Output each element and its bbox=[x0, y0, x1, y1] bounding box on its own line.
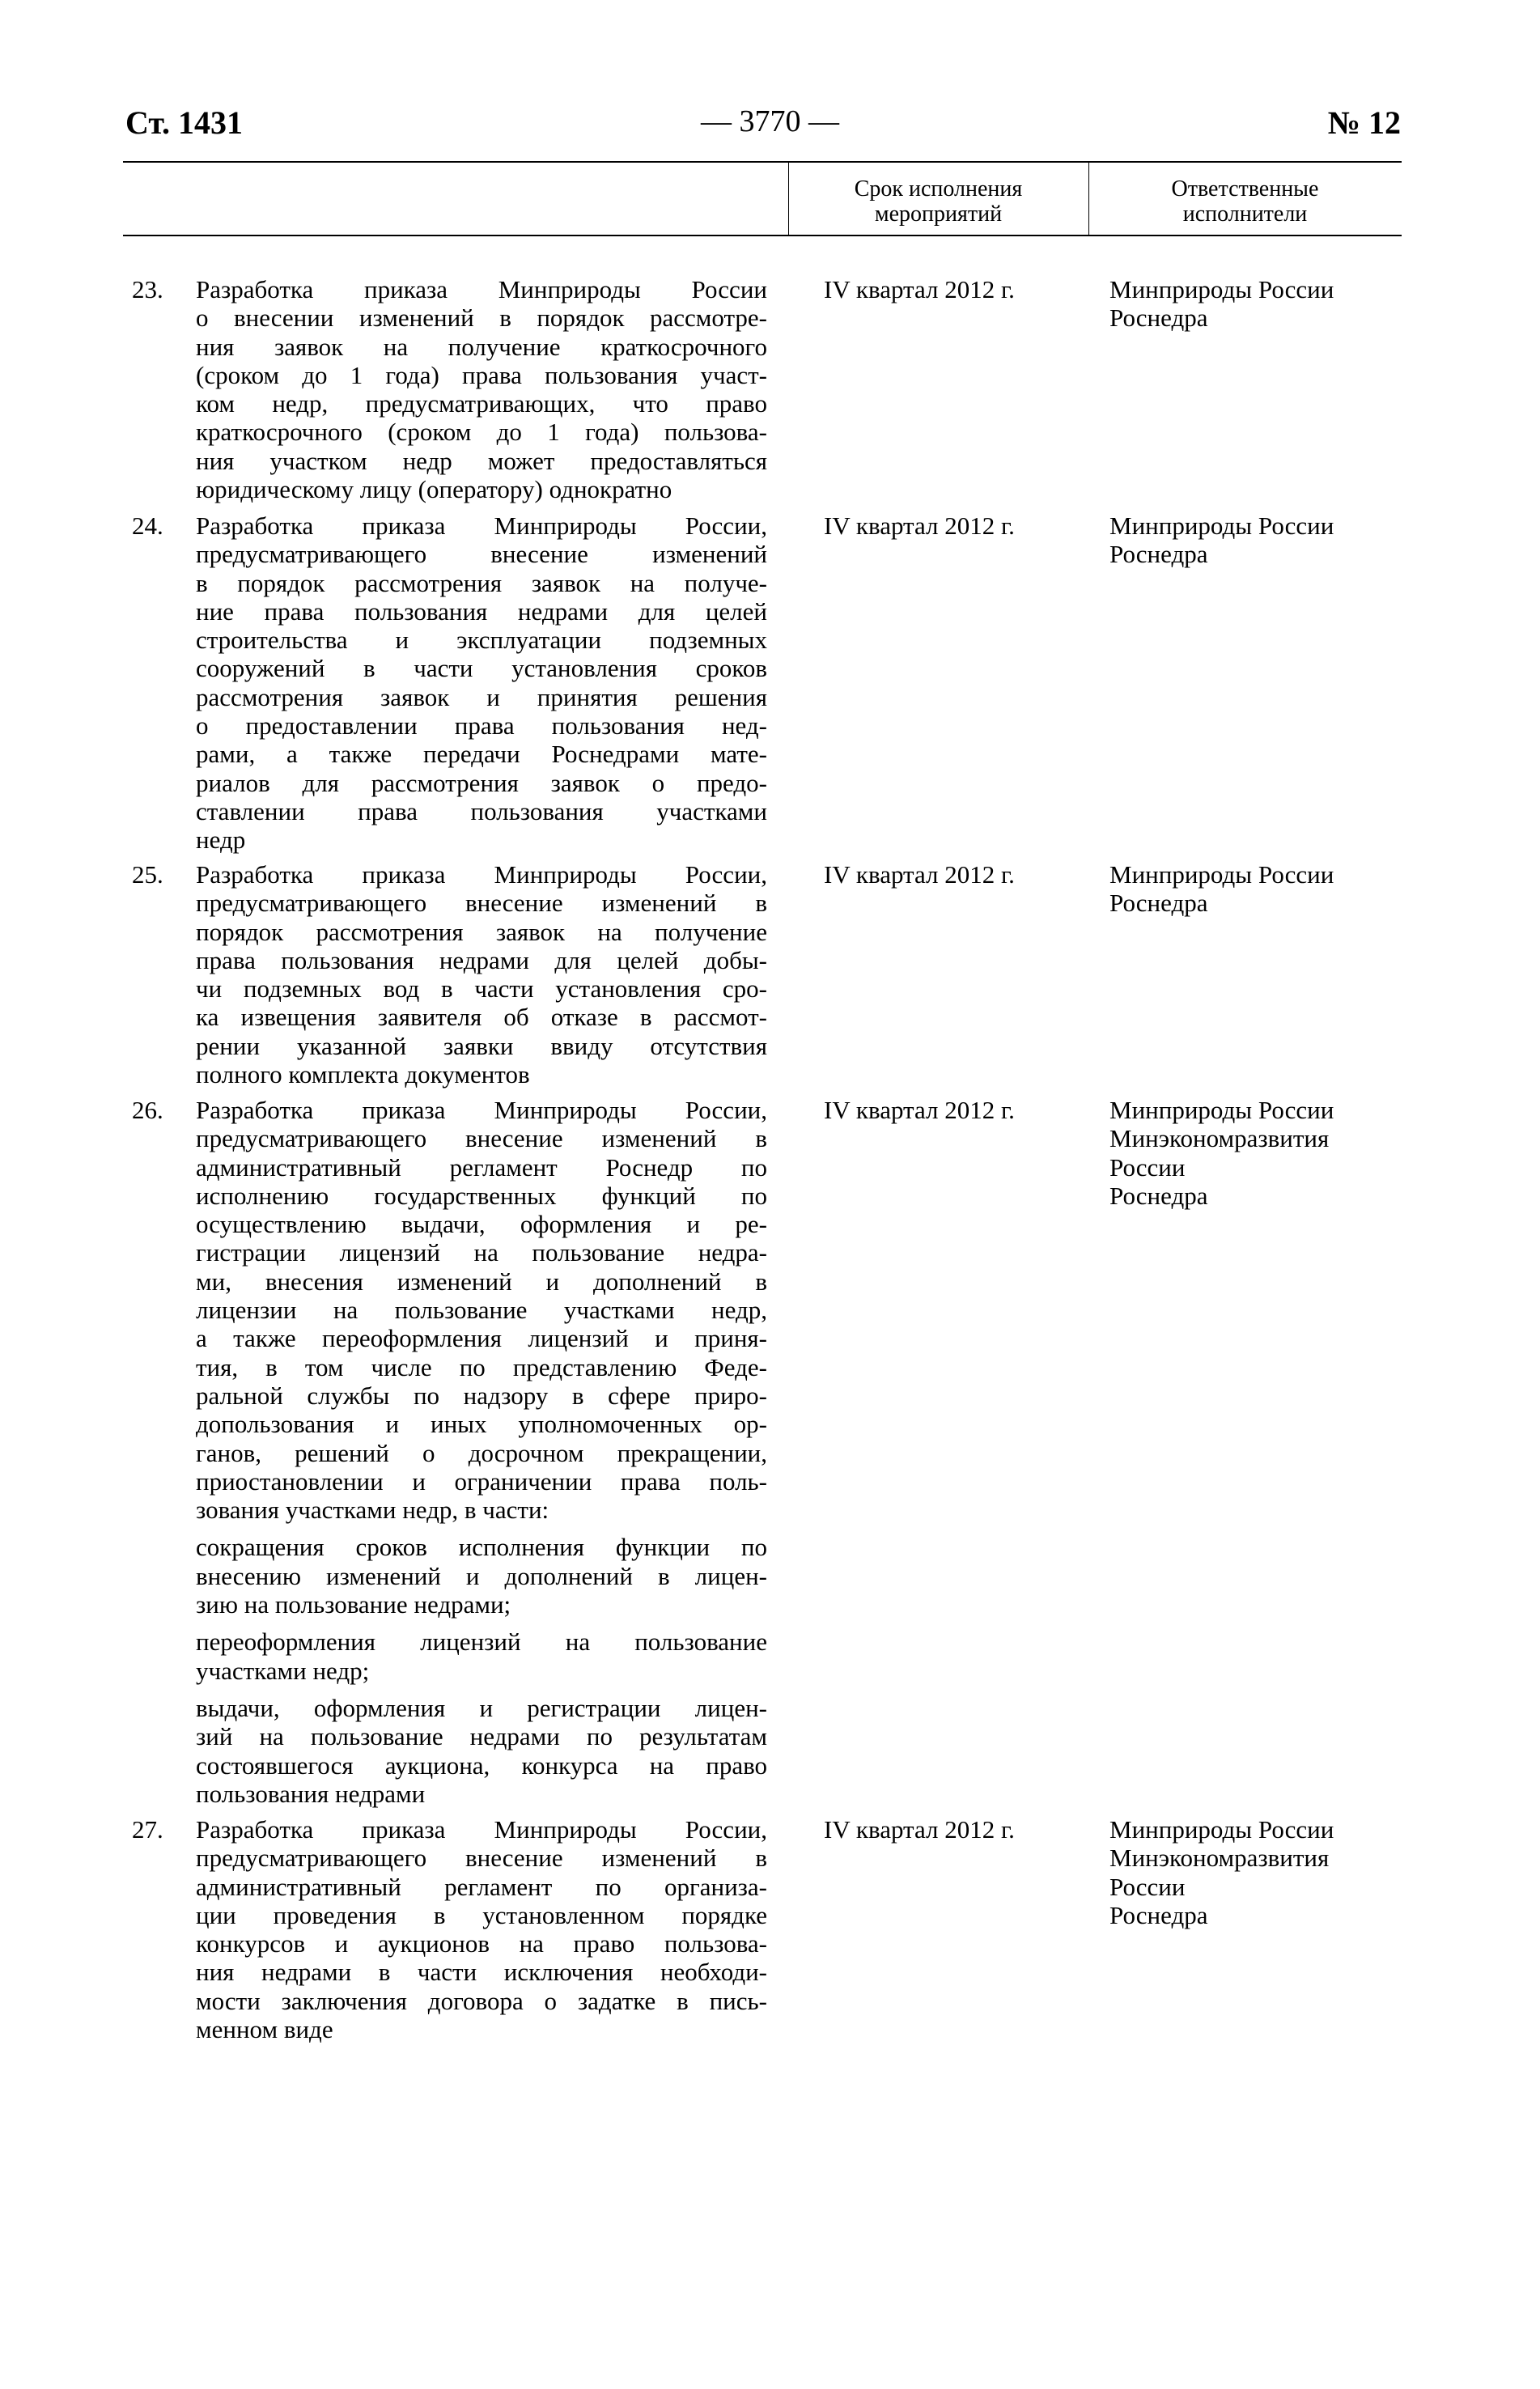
text-line: Разработка приказа Минприроды России, bbox=[196, 860, 767, 889]
text-line: пользования недрами bbox=[196, 1779, 426, 1808]
responsible-list bbox=[1109, 511, 1334, 569]
text-line: в порядок рассмотрения заявок на получе- bbox=[196, 568, 767, 597]
text-line: строительства и эксплуатации подземных bbox=[196, 626, 767, 655]
column-header-line: Ответственные bbox=[1171, 176, 1319, 202]
text-line: ния заявок на получение краткосрочного bbox=[196, 332, 767, 361]
description-paragraph bbox=[196, 1533, 767, 1619]
text-line: юридическому лицу (оператору) однократно bbox=[196, 475, 672, 504]
text-line: права пользования недрами для целей добы- bbox=[196, 945, 767, 974]
responsible-list bbox=[1109, 1096, 1334, 1210]
text-line: Разработка приказа Минприроды России, bbox=[196, 1815, 767, 1844]
item-number: 24. bbox=[132, 511, 163, 540]
text-line: ганов, решений о досрочном прекращении, bbox=[196, 1438, 767, 1467]
text-line: ния недрами в части исключения необходи- bbox=[196, 1958, 767, 1987]
text-line: участками недр; bbox=[196, 1656, 370, 1685]
text-line: переоформления лицензий на пользование bbox=[196, 1627, 767, 1657]
description-paragraph bbox=[196, 1627, 767, 1685]
text-line: менном виде bbox=[196, 2015, 333, 2044]
text-line: тия, в том числе по представлению Феде- bbox=[196, 1352, 767, 1381]
responsible-list bbox=[1109, 1815, 1334, 1929]
text-line: внесению изменений и дополнений в лицен- bbox=[196, 1561, 767, 1590]
item-number: 25. bbox=[132, 860, 163, 889]
column-header-line: мероприятий bbox=[874, 202, 1003, 227]
responsible-line: Минприроды России bbox=[1109, 1815, 1334, 1844]
responsible-line: Роснедра bbox=[1109, 303, 1208, 333]
text-line: зования участками недр, в части: bbox=[196, 1496, 549, 1525]
text-line: выдачи, оформления и регистрации лицен- bbox=[196, 1693, 767, 1722]
text-line: сокращения сроков исполнения функции по bbox=[196, 1533, 767, 1562]
text-line: приостановлении и ограничении права поль- bbox=[196, 1466, 767, 1496]
text-line: ставлении права пользования участками bbox=[196, 796, 767, 825]
text-line: лицензии на пользование участками недр, bbox=[196, 1296, 767, 1325]
text-line: ком недр, предусматривающих, что право bbox=[196, 389, 767, 418]
article-number: Ст. 1431 bbox=[125, 104, 243, 141]
table-header-rule bbox=[123, 235, 1402, 236]
deadline: IV квартал 2012 г. bbox=[824, 275, 1015, 303]
text-line: предусматривающего внесение изменений bbox=[196, 540, 767, 569]
text-line: ральной службы по надзору в сфере приро- bbox=[196, 1381, 767, 1410]
page-number: — 3770 — bbox=[701, 104, 839, 138]
text-line: административный регламент по организа- bbox=[196, 1872, 767, 1901]
text-line: мости заключения договора о задатке в пись- bbox=[196, 1986, 767, 2015]
description-paragraph bbox=[196, 860, 767, 1088]
item-number: 26. bbox=[132, 1096, 163, 1124]
responsible-line: Минприроды России bbox=[1109, 1096, 1334, 1124]
responsible-line: Минэкономразвития bbox=[1109, 1844, 1330, 1873]
item-description bbox=[196, 860, 767, 1088]
text-line: допользования и иных уполномоченных ор- bbox=[196, 1410, 767, 1439]
text-line: ние права пользования недрами для целей bbox=[196, 596, 767, 626]
column-header-line: Срок исполнения bbox=[854, 176, 1023, 202]
text-line: зию на пользование недрами; bbox=[196, 1590, 511, 1619]
deadline: IV квартал 2012 г. bbox=[824, 1096, 1015, 1124]
text-line: рении указанной заявки ввиду отсутствия bbox=[196, 1031, 767, 1060]
responsible-line: Роснедра bbox=[1109, 1181, 1208, 1210]
responsible-list bbox=[1109, 860, 1334, 918]
column-header-line: исполнители bbox=[1182, 202, 1308, 227]
text-line: чи подземных вод в части установления сро- bbox=[196, 974, 767, 1004]
text-line: ка извещения заявителя об отказе в рассмот- bbox=[196, 1003, 767, 1032]
text-line: полного комплекта документов bbox=[196, 1060, 530, 1089]
description-paragraph bbox=[196, 275, 767, 503]
responsible-line: Роснедра bbox=[1109, 1900, 1208, 1929]
text-line: рами, а также передачи Роснедрами мате- bbox=[196, 740, 767, 769]
responsible-line: Минприроды России bbox=[1109, 511, 1334, 540]
text-line: Разработка приказа Минприроды России, bbox=[196, 511, 767, 540]
item-description bbox=[196, 1815, 767, 2043]
text-line: о внесении изменений в порядок рассмотре- bbox=[196, 303, 767, 333]
responsible-list bbox=[1109, 275, 1334, 333]
text-line: осуществлению выдачи, оформления и ре- bbox=[196, 1210, 767, 1239]
text-line: (сроком до 1 года) права пользования участ- bbox=[196, 360, 767, 389]
responsible-line: Роснедра bbox=[1109, 889, 1208, 918]
text-line: гистрации лицензий на пользование недра- bbox=[196, 1238, 767, 1267]
responsible-line: России bbox=[1109, 1152, 1186, 1182]
text-line: предусматривающего внесение изменений в bbox=[196, 889, 767, 918]
text-line: ния участком недр может предоставляться bbox=[196, 446, 767, 475]
text-line: предусматривающего внесение изменений в bbox=[196, 1124, 767, 1153]
text-line: недр bbox=[196, 825, 246, 855]
text-line: зий на пользование недрами по результатам bbox=[196, 1722, 767, 1751]
responsible-line: России bbox=[1109, 1872, 1186, 1901]
column-header-deadline bbox=[788, 176, 1088, 227]
responsible-line: Роснедра bbox=[1109, 540, 1208, 569]
text-line: о предоставлении права пользования нед- bbox=[196, 711, 767, 740]
item-description bbox=[196, 511, 767, 855]
text-line: риалов для рассмотрения заявок о предо- bbox=[196, 768, 767, 797]
text-line: предусматривающего внесение изменений в bbox=[196, 1844, 767, 1873]
text-line: сооружений в части установления сроков bbox=[196, 654, 767, 683]
responsible-line: Минэкономразвития bbox=[1109, 1124, 1330, 1153]
deadline: IV квартал 2012 г. bbox=[824, 511, 1015, 540]
text-line: порядок рассмотрения заявок на получение bbox=[196, 917, 767, 946]
description-paragraph bbox=[196, 511, 767, 855]
deadline: IV квартал 2012 г. bbox=[824, 1815, 1015, 1844]
text-line: исполнению государственных функций по bbox=[196, 1181, 767, 1210]
responsible-line: Минприроды России bbox=[1109, 860, 1334, 889]
text-line: а также переоформления лицензий и приня- bbox=[196, 1324, 767, 1353]
text-line: Разработка приказа Минприроды России bbox=[196, 275, 767, 303]
column-header-responsible bbox=[1088, 176, 1402, 227]
text-line: ции проведения в установленном порядке bbox=[196, 1900, 767, 1929]
responsible-line: Минприроды России bbox=[1109, 275, 1334, 303]
text-line: состоявшегося аукциона, конкурса на право bbox=[196, 1750, 767, 1780]
text-line: административный регламент Роснедр по bbox=[196, 1152, 767, 1182]
item-number: 23. bbox=[132, 275, 163, 303]
deadline: IV квартал 2012 г. bbox=[824, 860, 1015, 889]
text-line: ми, внесения изменений и дополнений в bbox=[196, 1267, 767, 1296]
item-description bbox=[196, 1096, 767, 1808]
text-line: рассмотрения заявок и принятия решения bbox=[196, 682, 767, 711]
description-paragraph bbox=[196, 1096, 767, 1524]
text-line: Разработка приказа Минприроды России, bbox=[196, 1096, 767, 1124]
text-line: конкурсов и аукционов на право пользова- bbox=[196, 1929, 767, 1958]
issue-number: № 12 bbox=[1327, 104, 1401, 141]
item-number: 27. bbox=[132, 1815, 163, 1844]
item-description bbox=[196, 275, 767, 503]
description-paragraph bbox=[196, 1694, 767, 1808]
text-line: краткосрочного (сроком до 1 года) пользова- bbox=[196, 418, 767, 447]
table-top-rule bbox=[123, 161, 1402, 163]
description-paragraph bbox=[196, 1815, 767, 2043]
